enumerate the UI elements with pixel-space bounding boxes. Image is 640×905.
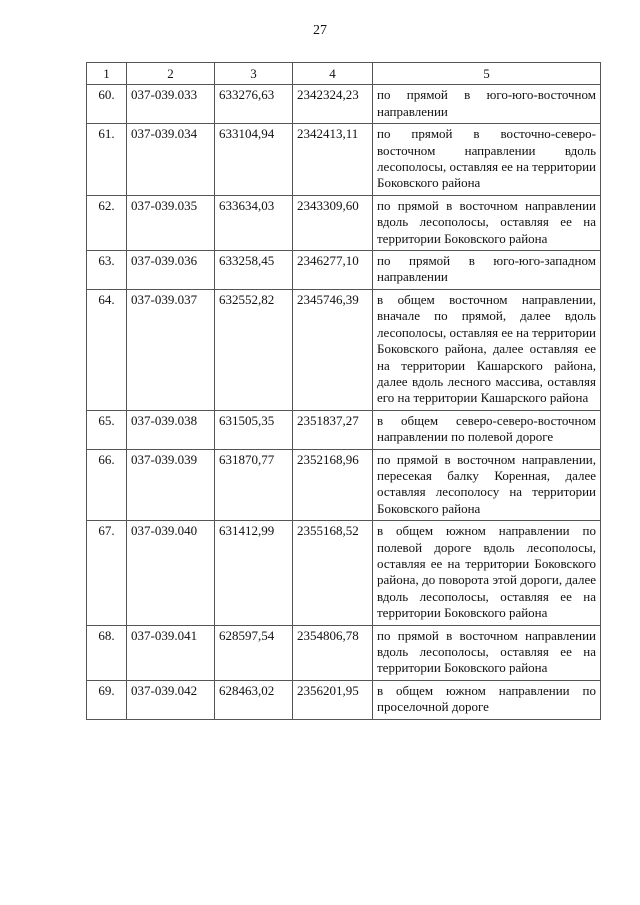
boundary-description: по прямой в юго-юго-восточном направлении	[373, 85, 601, 124]
page-number: 27	[313, 23, 327, 38]
coordinate-x: 631505,35	[215, 410, 293, 449]
coordinate-x: 628597,54	[215, 625, 293, 680]
row-number: 66.	[87, 449, 127, 521]
column-header: 1	[87, 63, 127, 85]
coordinate-x: 633634,03	[215, 195, 293, 250]
row-number: 62.	[87, 195, 127, 250]
coordinate-y: 2354806,78	[293, 625, 373, 680]
coordinate-y: 2345746,39	[293, 289, 373, 410]
boundary-description: в общем восточном направлении, вначале по прямой, далее вдоль лесополосы, оставляя ее на территории Боковского района, далее оставляя ее на территории Кашарского района, далее вдоль лесного массива, оставляя его на территории Кашарского района	[373, 289, 601, 410]
row-number: 61.	[87, 124, 127, 196]
boundary-description: по прямой в восточном направлении вдоль лесополосы, оставляя ее на территории Боковского района	[373, 195, 601, 250]
coordinate-x: 632552,82	[215, 289, 293, 410]
coordinate-x: 631870,77	[215, 449, 293, 521]
boundary-description: в общем южном направлении по полевой дороге вдоль лесополосы, оставляя ее на территории Боковского района, до поворота этой дороги, далее вдоль лесополосы, оставляя ее на территории Боковского района	[373, 521, 601, 625]
column-header: 5	[373, 63, 601, 85]
table-header-row	[87, 63, 601, 85]
boundary-description: по прямой в восточном направлении вдоль лесополосы, оставляя ее на территории Боковского района	[373, 625, 601, 680]
boundary-description: в общем южном направлении по проселочной дороге	[373, 680, 601, 719]
coordinate-x: 631412,99	[215, 521, 293, 625]
point-code: 037-039.034	[127, 124, 215, 196]
row-number: 69.	[87, 680, 127, 719]
row-number: 67.	[87, 521, 127, 625]
table-row	[87, 251, 601, 290]
table-row	[87, 449, 601, 521]
table-row	[87, 85, 601, 124]
coordinate-y: 2356201,95	[293, 680, 373, 719]
table-row	[87, 625, 601, 680]
column-header: 4	[293, 63, 373, 85]
table-row	[87, 195, 601, 250]
point-code: 037-039.041	[127, 625, 215, 680]
coordinate-y: 2346277,10	[293, 251, 373, 290]
table-row	[87, 521, 601, 625]
point-code: 037-039.037	[127, 289, 215, 410]
coordinate-y: 2355168,52	[293, 521, 373, 625]
point-code: 037-039.039	[127, 449, 215, 521]
row-number: 63.	[87, 251, 127, 290]
coordinate-x: 633276,63	[215, 85, 293, 124]
point-code: 037-039.033	[127, 85, 215, 124]
coordinate-x: 633258,45	[215, 251, 293, 290]
table-row	[87, 680, 601, 719]
point-code: 037-039.040	[127, 521, 215, 625]
boundary-description: в общем северо-северо-восточном направлении по полевой дороге	[373, 410, 601, 449]
point-code: 037-039.042	[127, 680, 215, 719]
point-code: 037-039.038	[127, 410, 215, 449]
boundary-description: по прямой в восточном направлении, пересекая балку Коренная, далее оставляя лесополосу на территории Боковского района	[373, 449, 601, 521]
point-code: 037-039.036	[127, 251, 215, 290]
row-number: 68.	[87, 625, 127, 680]
table-row	[87, 289, 601, 410]
point-code: 037-039.035	[127, 195, 215, 250]
boundary-description: по прямой в юго-юго-западном направлении	[373, 251, 601, 290]
coordinate-y: 2342324,23	[293, 85, 373, 124]
coordinate-x: 633104,94	[215, 124, 293, 196]
row-number: 60.	[87, 85, 127, 124]
coordinate-y: 2352168,96	[293, 449, 373, 521]
row-number: 64.	[87, 289, 127, 410]
coordinate-y: 2342413,11	[293, 124, 373, 196]
row-number: 65.	[87, 410, 127, 449]
table-row	[87, 124, 601, 196]
boundary-points-table	[86, 62, 601, 720]
column-header: 3	[215, 63, 293, 85]
coordinate-y: 2351837,27	[293, 410, 373, 449]
coordinate-y: 2343309,60	[293, 195, 373, 250]
coordinate-x: 628463,02	[215, 680, 293, 719]
table-row	[87, 410, 601, 449]
boundary-description: по прямой в восточно-северо-восточном направлении вдоль лесополосы, оставляя ее на территории Боковского района	[373, 124, 601, 196]
column-header: 2	[127, 63, 215, 85]
